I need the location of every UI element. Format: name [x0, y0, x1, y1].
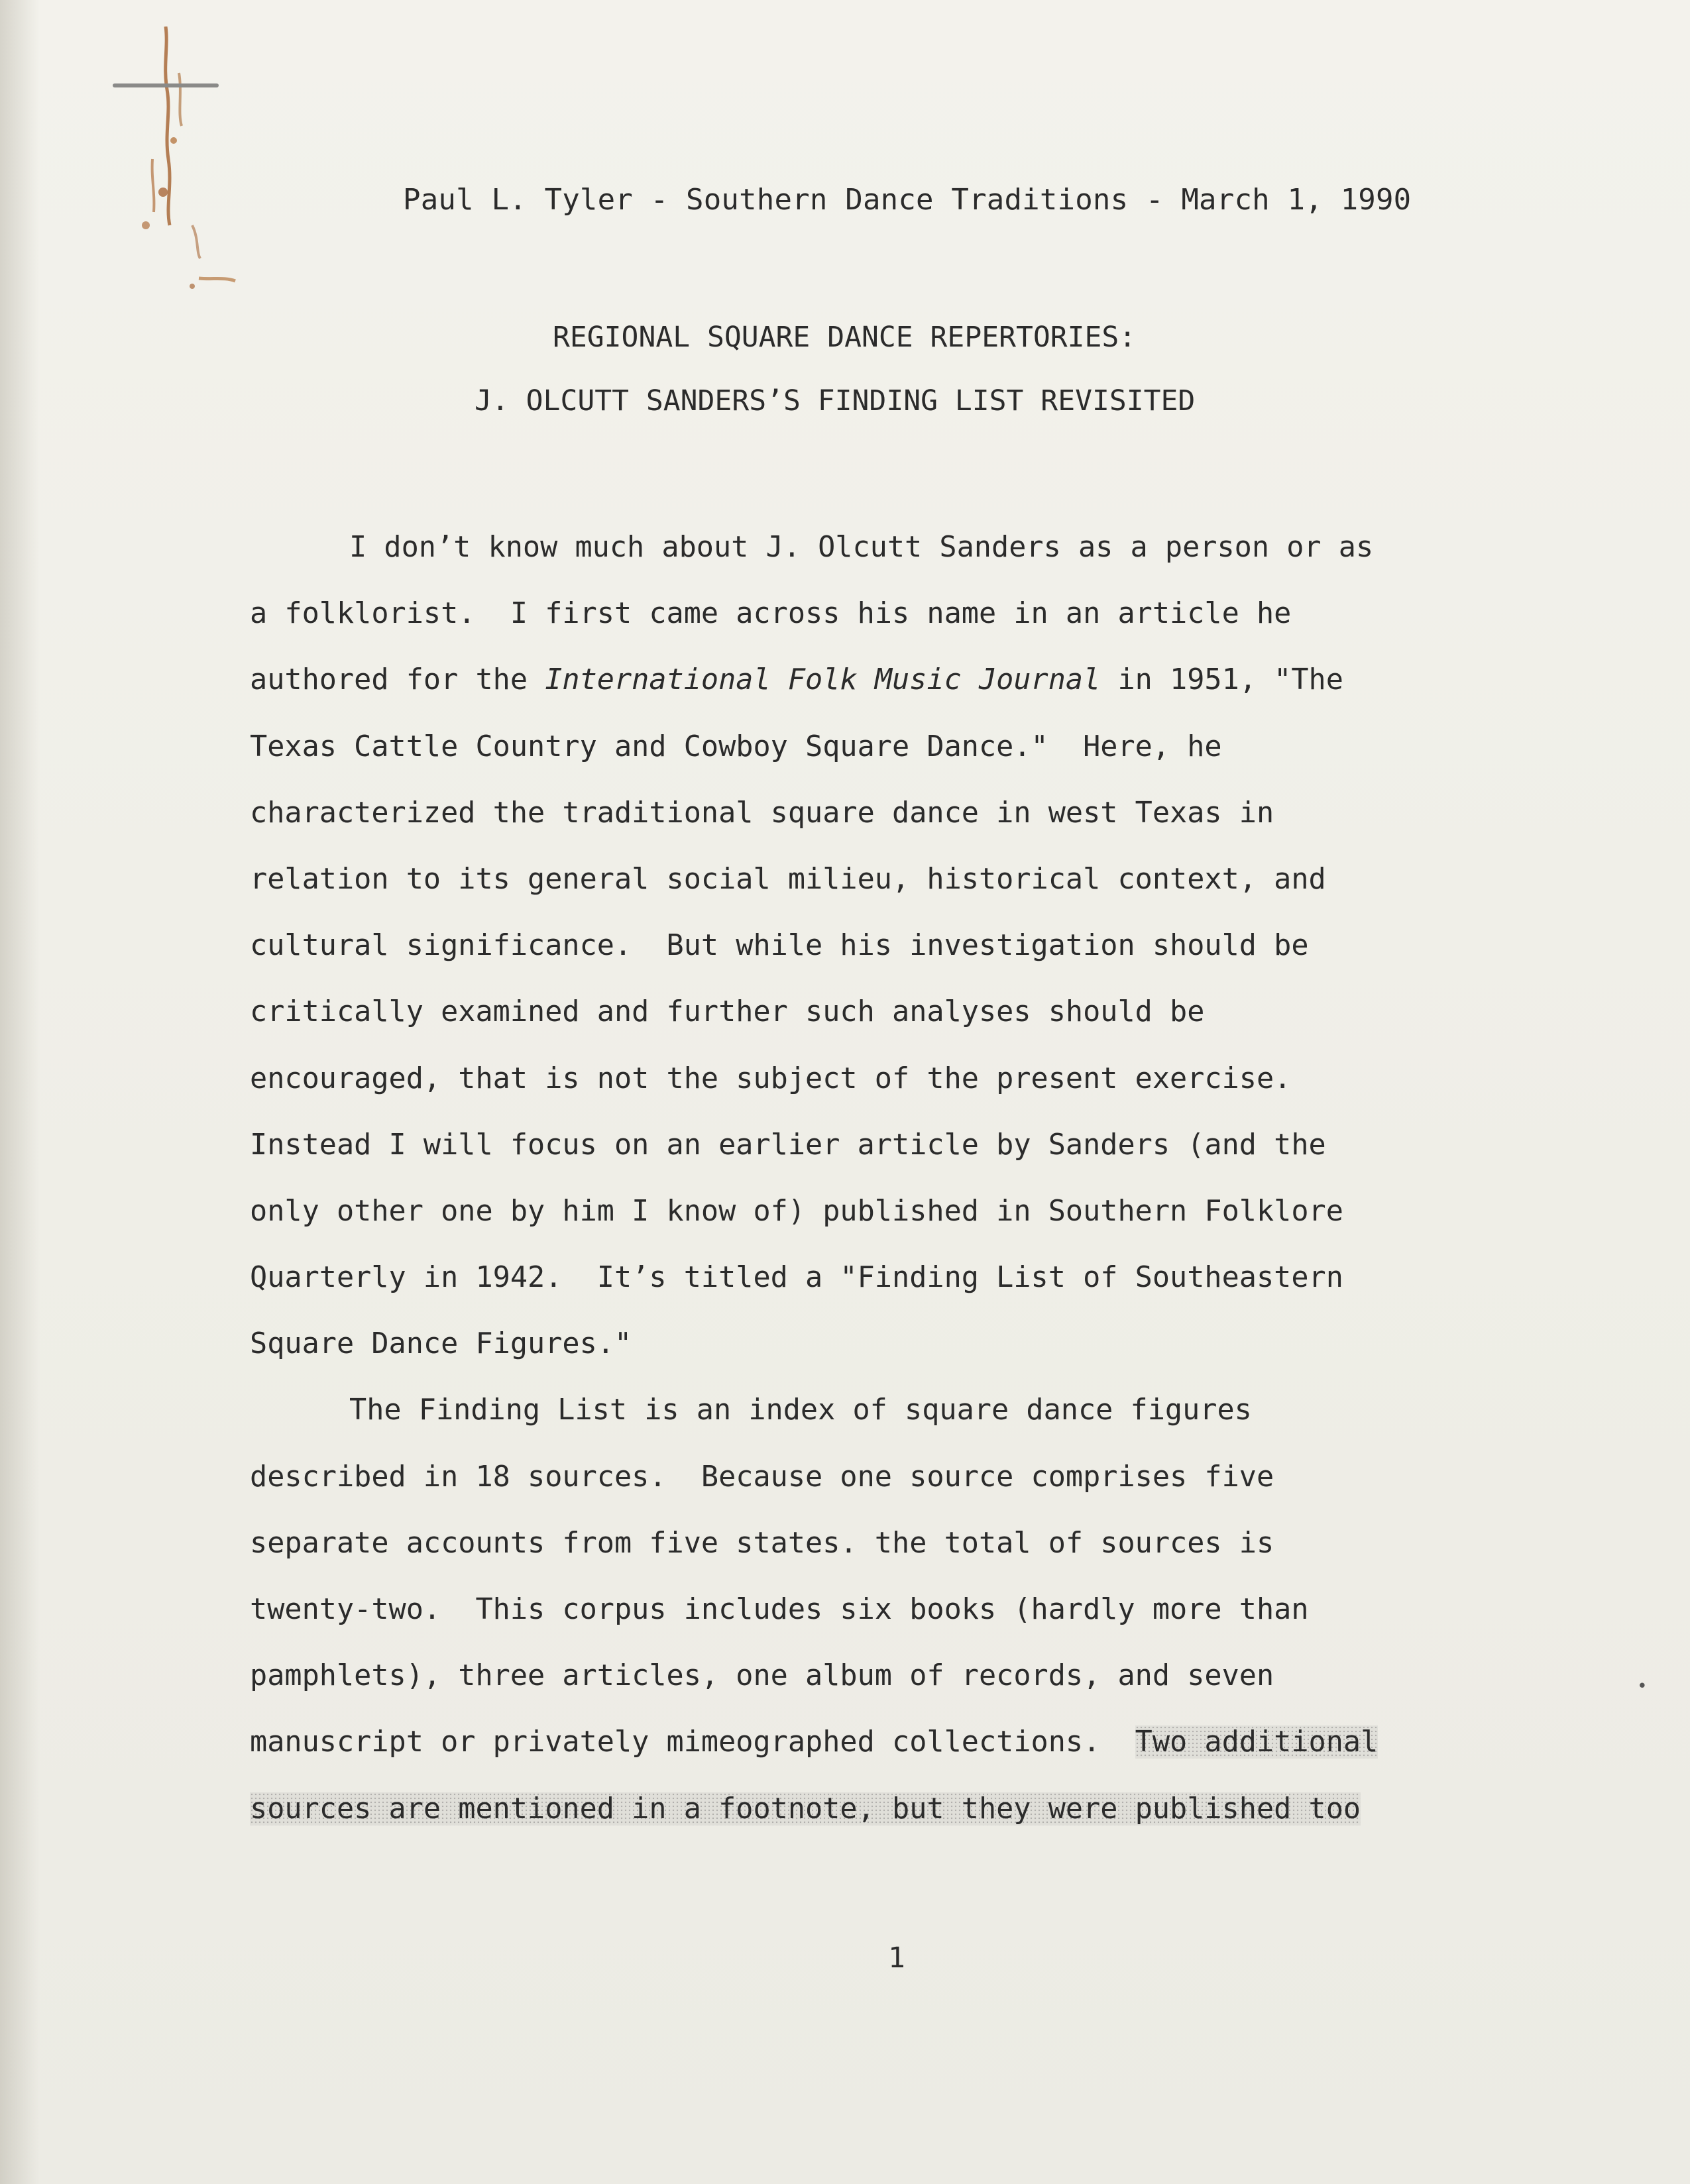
- text-line: pamphlets), three articles, one album of records, and seven: [250, 1659, 1274, 1693]
- text-line: [250, 647, 1549, 713]
- text-line: characterized the traditional square dance in west Texas in: [250, 796, 1274, 830]
- text-line: encouraged, that is not the subject of the present exercise.: [250, 1062, 1292, 1095]
- highlighted-text: sources are mentioned in a footnote, but they were published too: [250, 1792, 1361, 1826]
- staple-mark: [113, 83, 219, 87]
- document-title-line-2: J. OLCUTT SANDERS’S FINDING LIST REVISITED: [475, 384, 1196, 417]
- text-line: relation to its general social milieu, historical context, and: [250, 862, 1326, 896]
- text-line: The Finding List is an index of square dance figures: [349, 1393, 1252, 1427]
- paragraph-2: [250, 1377, 1549, 1841]
- rust-stain-mark: [99, 27, 285, 305]
- journal-title: International Folk Music Journal: [545, 663, 1101, 697]
- document-title-line-1: REGIONAL SQUARE DANCE REPERTORIES:: [553, 321, 1137, 354]
- document-header: Paul L. Tyler - Southern Dance Traditions - March 1, 1990: [403, 183, 1412, 217]
- highlighted-text: Two additional: [1135, 1725, 1379, 1759]
- text-line: critically examined and further such analyses should be: [250, 995, 1205, 1029]
- text-line: described in 18 sources. Because one source comprises five: [250, 1460, 1274, 1494]
- text-line: cultural significance. But while his investigation should be: [250, 929, 1309, 963]
- body-text: [250, 514, 1549, 1842]
- text-line: separate accounts from five states. the total of sources is: [250, 1526, 1274, 1560]
- text-span: in 1951, "The: [1100, 663, 1343, 697]
- text-line: Quarterly in 1942. It’s titled a "Finding List of Southeastern: [250, 1261, 1343, 1295]
- text-line: Instead I will focus on an earlier article by Sanders (and the: [250, 1128, 1326, 1162]
- page-number: 1: [888, 1941, 905, 1975]
- text-line: Square Dance Figures.": [250, 1327, 632, 1361]
- text-span: manuscript or privately mimeographed collections.: [250, 1725, 1135, 1759]
- text-line: [250, 1709, 1549, 1775]
- text-line: twenty-two. This corpus includes six books (hardly more than: [250, 1593, 1309, 1626]
- text-line: only other one by him I know of) published in Southern Folklore: [250, 1194, 1343, 1228]
- text-line: [250, 1776, 1549, 1842]
- text-line: I don’t know much about J. Olcutt Sanders as a person or as: [349, 531, 1374, 564]
- paragraph-1: [250, 514, 1549, 1377]
- text-line: a folklorist. I first came across his name in an article he: [250, 597, 1292, 631]
- text-span: authored for the: [250, 663, 545, 697]
- text-line: Texas Cattle Country and Cowboy Square Dance." Here, he: [250, 730, 1222, 763]
- paper-speck: •: [1637, 1676, 1648, 1696]
